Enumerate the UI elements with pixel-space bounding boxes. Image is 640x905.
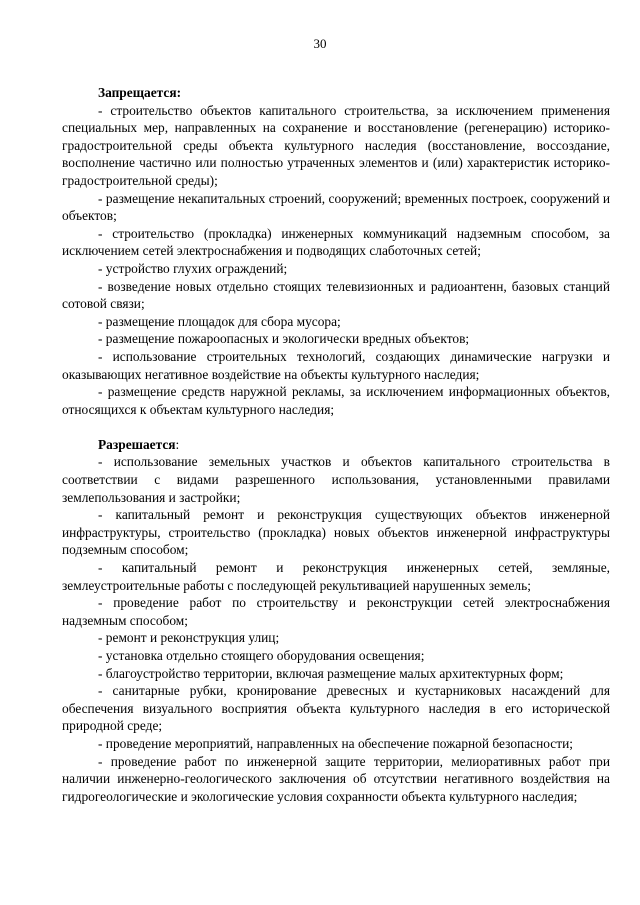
- prohibited-heading: [62, 84, 610, 102]
- prohibited-item: - размещение некапитальных строений, сооружений; временных построек, сооружений и объектов;: [62, 190, 610, 224]
- prohibited-heading-text: Запрещается:: [98, 85, 182, 100]
- prohibited-item: - размещение пожароопасных и экологически вредных объектов;: [98, 331, 470, 347]
- permitted-item: - благоустройство территории, включая размещение малых архитектурных форм;: [98, 665, 564, 681]
- permitted-heading-text: Разрешается: [98, 436, 176, 452]
- prohibited-item: - возведение новых отдельно стоящих телевизионных и радиоантенн, базовых станций сотовой связи;: [62, 278, 610, 312]
- section-spacer: [62, 418, 610, 436]
- prohibited-item: - размещение площадок для сбора мусора;: [98, 313, 341, 329]
- permitted-item: - капитальный ремонт и реконструкция существующих объектов инженерной инфраструктуры, строительство (прокладка) новых объектов инженерной инфраструктуры подземным способом;: [62, 507, 610, 558]
- permitted-item: - ремонт и реконструкция улиц;: [98, 630, 280, 646]
- page-number: 30: [313, 36, 327, 51]
- prohibited-item: - размещение средств наружной рекламы, за исключением информационных объектов, относящихся к объектам культурного наследия;: [62, 384, 610, 417]
- prohibited-item: - использование строительных технологий, создающих динамические нагрузки и оказывающих негативное воздействие на объекты культурного наследия;: [62, 348, 610, 382]
- permitted-section: [62, 436, 610, 805]
- prohibited-item: - строительство объектов капитального строительства, за исключением применения специальных мер, направленных на сохранение и восстановление (регенерацию) историко-градостроительной среды объекта культурного наследия (восстановление, воссоздание, восполнение частично или полностью утраченных элементов и (или) характеристик историко-градостроительной среды);: [62, 102, 610, 188]
- prohibited-section: [62, 84, 610, 418]
- document-body: [62, 84, 610, 805]
- permitted-item: - проведение работ по строительству и реконструкции сетей электроснабжения надземным способом;: [62, 595, 610, 628]
- permitted-item: - капитальный ремонт и реконструкция инженерных сетей, земляные, землеустроительные работы с последующей рекультивацией нарушенных земель;: [62, 560, 610, 593]
- permitted-item: - проведение работ по инженерной защите территории, мелиоративных работ при наличии инженерно-геологического заключения об отсутствии негативного воздействия на гидрогеологические и экологические условия сохранности объекта культурного наследия;: [62, 753, 610, 804]
- permitted-heading: [62, 436, 610, 454]
- permitted-item: - проведение мероприятий, направленных на обеспечение пожарной безопасности;: [98, 735, 573, 751]
- permitted-heading-colon: :: [175, 436, 180, 452]
- prohibited-item: - строительство (прокладка) инженерных коммуникаций надземным способом, за исключением сетей электроснабжения и подводящих слаботочных сетей;: [62, 225, 610, 259]
- permitted-item: - установка отдельно стоящего оборудования освещения;: [98, 648, 425, 663]
- permitted-item: - санитарные рубки, кронирование древесных и кустарниковых насаждений для обеспечения визуального восприятия объекта культурного наследия в его исторической природной среде;: [62, 683, 610, 734]
- prohibited-item: - устройство глухих ограждений;: [98, 260, 288, 276]
- permitted-item: - использование земельных участков и объектов капитального строительства в соответствии с видами разрешенного использования, установленными правилами землепользования и застройки;: [62, 454, 610, 505]
